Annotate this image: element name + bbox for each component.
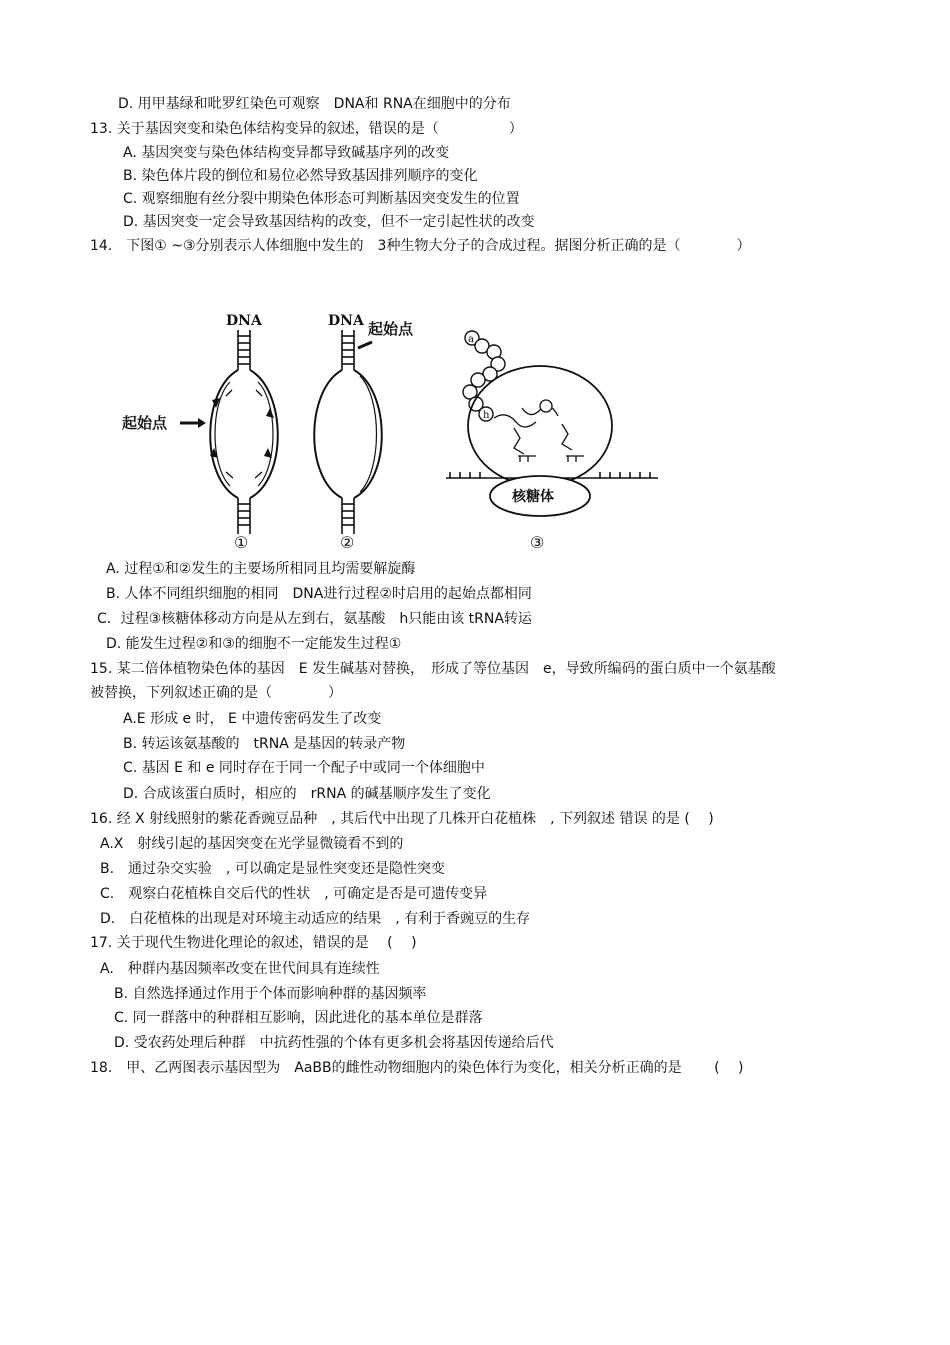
question-14: 14. 下图① ~③分别表示人体细胞中发生的 3种生物大分子的合成过程。据图分析正确的是（ ） — [90, 238, 751, 254]
dna-ladder-1-bottom — [238, 498, 250, 534]
option-17b: B. 自然选择通过作用于个体而影响种群的基因频率 — [114, 986, 427, 1002]
dna-ladder-1-top — [238, 330, 250, 370]
option-13b: B. 染色体片段的倒位和易位必然导致基因排列顺序的变化 — [123, 168, 478, 184]
question-17: 17. 关于现代生物进化理论的叙述，错误的是 ( ) — [90, 935, 417, 951]
option-15c: C. 基因 E 和 e 同时存在于同一个配子中或同一个体细胞中 — [123, 760, 485, 776]
option-17c: C. 同一群落中的种群相互影响，因此进化的基本单位是群落 — [114, 1010, 483, 1026]
option-16c: C. 观察白花植株自交后代的性状 , 可确定是否是可遗传变异 — [100, 886, 488, 902]
ribosome-label: 核糖体 — [512, 489, 554, 505]
origin-label-left: 起始点 — [122, 414, 168, 432]
synthesis-figure — [110, 298, 670, 550]
option-17a: A. 种群内基因频率改变在世代间具有连续性 — [100, 961, 380, 977]
question-15: 15. 某二倍体植物染色体的基因 E 发生碱基对替换， 形成了等位基因 e，导致所编码的蛋白质中一个氨基酸 — [90, 661, 776, 677]
option-17d: D. 受农药处理后种群 中抗药性强的个体有更多机会将基因传递给后代 — [114, 1035, 554, 1051]
option-14c: C．过程③核糖体移动方向是从左到右，氨基酸 h只能由该 tRNA转运 — [97, 611, 532, 627]
origin-label-right: 起始点 — [368, 320, 414, 338]
question-18: 18. 甲、乙两图表示基因型为 AaBB的雌性动物细胞内的染色体行为变化，相关分析正确的是 ( ) — [90, 1060, 744, 1076]
figure-number-2: ② — [340, 533, 355, 550]
label-h: h — [483, 410, 490, 421]
option-14b: B. 人体不同组织细胞的相同 DNA进行过程②时启用的起始点都相同 — [106, 586, 532, 602]
option-13d: D. 基因突变一定会导致基因结构的改变，但不一定引起性状的改变 — [123, 214, 535, 230]
option-16d: D. 白花植株的出现是对环境主动适应的结果 , 有利于香豌豆的生存 — [100, 911, 531, 927]
question-13: 13. 关于基因突变和染色体结构变异的叙述，错误的是（ ） — [90, 121, 523, 137]
question-15-cont: 被替换，下列叙述正确的是（ ） — [90, 685, 342, 701]
label-a: a — [468, 334, 474, 345]
figure-number-3: ③ — [530, 533, 545, 550]
option-14d: D. 能发生过程②和③的细胞不一定能发生过程① — [106, 636, 402, 652]
figure-dna-label-1: DNA — [226, 313, 262, 329]
replication-bubble-1 — [210, 370, 278, 498]
option-14a: A. 过程①和②发生的主要场所相同且均需要解旋酶 — [106, 561, 416, 577]
dna-ladder-2-bottom — [342, 498, 354, 534]
option-15b: B. 转运该氨基酸的 tRNA 是基因的转录产物 — [123, 736, 406, 752]
option-16a: A.X 射线引起的基因突变在光学显微镜看不到的 — [100, 836, 404, 852]
option-15a: A.E 形成 e 时， E 中遗传密码发生了改变 — [123, 711, 382, 727]
option-13a: A. 基因突变与染色体结构变异都导致碱基序列的改变 — [123, 145, 450, 161]
ribosome-large-subunit — [468, 366, 612, 486]
dna-ladder-2-top — [342, 330, 354, 370]
figure-number-1: ① — [234, 533, 249, 550]
transcription-bubble-2 — [314, 370, 382, 498]
figure-dna-label-2: DNA — [328, 313, 364, 329]
option-15d: D. 合成该蛋白质时，相应的 rRNA 的碱基顺序发生了变化 — [123, 786, 491, 802]
option-13c: C. 观察细胞有丝分裂中期染色体形态可判断基因突变发生的位置 — [123, 191, 520, 207]
option-12d: D. 用甲基绿和吡罗红染色可观察 DNA和 RNA在细胞中的分布 — [118, 96, 511, 112]
option-16b: B. 通过杂交实验 , 可以确定是显性突变还是隐性突变 — [100, 861, 445, 877]
question-16: 16. 经 X 射线照射的紫花香豌豆品种 , 其后代中出现了几株开白花植株 , 下列叙述 错误 的是 ( ) — [90, 811, 714, 827]
